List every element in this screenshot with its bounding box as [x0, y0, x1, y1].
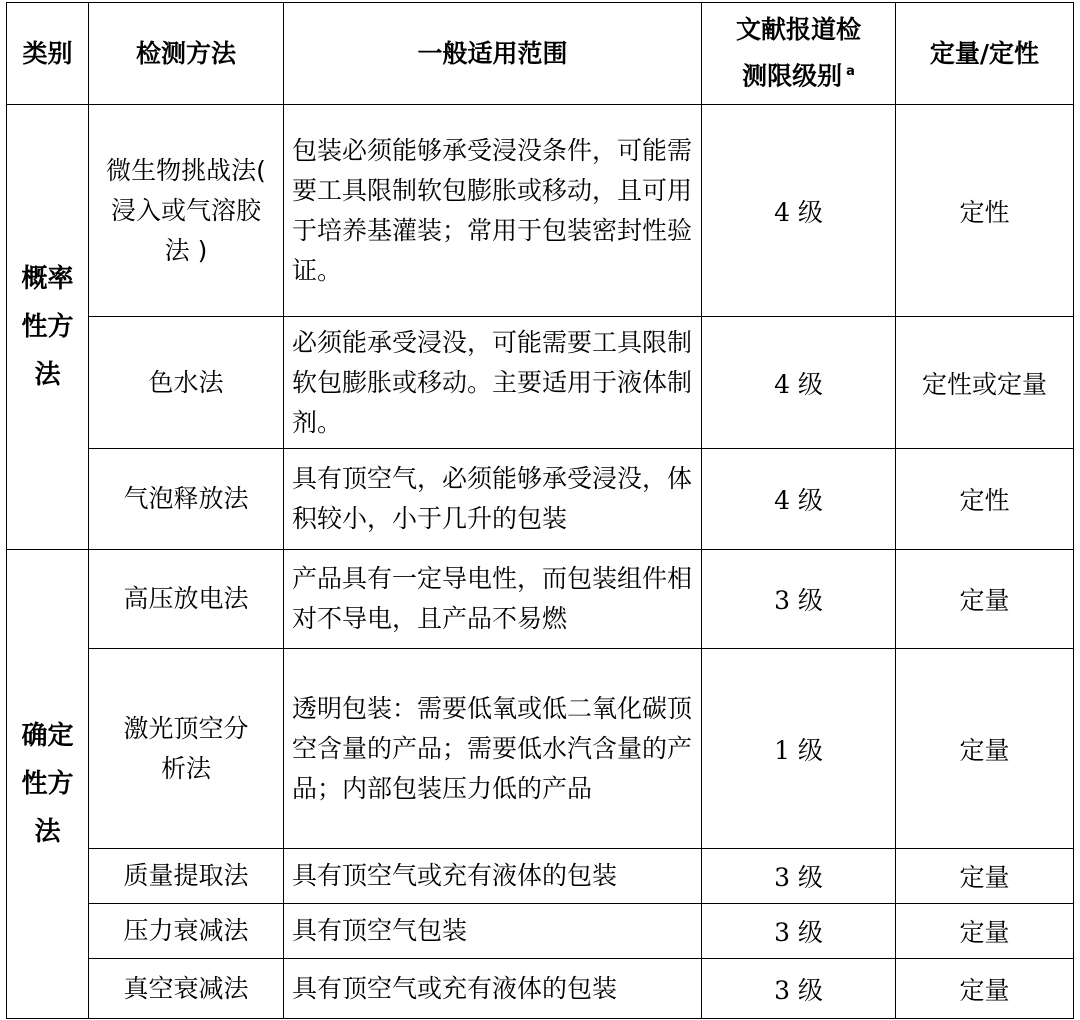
method-cell: 质量提取法 — [89, 849, 284, 904]
header-scope: 一般适用范围 — [284, 3, 702, 105]
table-row — [7, 959, 1074, 1019]
level-cell: 4 级 — [702, 317, 896, 449]
table-row — [7, 550, 1074, 649]
header-type: 定量/定性 — [896, 3, 1074, 105]
table-row — [7, 849, 1074, 904]
method-cell: 真空衰减法 — [89, 959, 284, 1019]
scope-cell: 产品具有一定导电性，而包装组件相对不导电，且产品不易燃 — [284, 550, 702, 649]
category-cell-deterministic — [7, 550, 89, 1019]
table-row — [7, 449, 1074, 550]
scope-cell: 具有顶空气，必须能够承受浸没，体积较小，小于几升的包装 — [284, 449, 702, 550]
scope-cell: 透明包装：需要低氧或低二氧化碳顶空含量的产品；需要低水汽含量的产品；内部包装压力低的产品 — [284, 649, 702, 849]
type-cell: 定性 — [896, 105, 1074, 317]
category-cell-probabilistic — [7, 105, 89, 550]
table-row — [7, 649, 1074, 849]
scope-cell: 具有顶空气或充有液体的包装 — [284, 849, 702, 904]
type-cell: 定量 — [896, 959, 1074, 1019]
level-cell: 4 级 — [702, 449, 896, 550]
type-cell: 定性或定量 — [896, 317, 1074, 449]
header-category: 类别 — [7, 3, 89, 105]
type-cell: 定量 — [896, 649, 1074, 849]
scope-cell: 具有顶空气或充有液体的包装 — [284, 959, 702, 1019]
method-cell: 高压放电法 — [89, 550, 284, 649]
method-cell: 压力衰减法 — [89, 904, 284, 959]
method-cell: 激光顶空分析法 — [89, 649, 284, 849]
type-cell: 定量 — [896, 550, 1074, 649]
header-level — [702, 3, 896, 105]
scope-cell: 必须能承受浸没，可能需要工具限制软包膨胀或移动。主要适用于液体制剂。 — [284, 317, 702, 449]
type-cell: 定量 — [896, 849, 1074, 904]
method-cell: 微生物挑战法( 浸入或气溶胶法 ) — [89, 105, 284, 317]
leak-test-methods-table — [6, 2, 1074, 1019]
level-cell: 1 级 — [702, 649, 896, 849]
category-label: 概率性方法 — [21, 264, 74, 390]
level-cell: 3 级 — [702, 550, 896, 649]
category-label: 确定性方法 — [21, 721, 74, 847]
method-cell: 气泡释放法 — [89, 449, 284, 550]
table-row — [7, 317, 1074, 449]
level-cell: 4 级 — [702, 105, 896, 317]
level-cell: 3 级 — [702, 959, 896, 1019]
table-row — [7, 904, 1074, 959]
table-container — [6, 2, 1073, 1019]
header-method: 检测方法 — [89, 3, 284, 105]
method-cell: 色水法 — [89, 317, 284, 449]
level-cell: 3 级 — [702, 849, 896, 904]
scope-cell: 包装必须能够承受浸没条件，可能需要工具限制软包膨胀或移动，且可用于培养基灌装；常用于包装密封性验证。 — [284, 105, 702, 317]
header-level-superscript: a — [846, 64, 855, 80]
scope-cell: 具有顶空气包装 — [284, 904, 702, 959]
type-cell: 定量 — [896, 904, 1074, 959]
level-cell: 3 级 — [702, 904, 896, 959]
header-level-text: 文献报道检测限级别 — [735, 15, 861, 91]
type-cell: 定性 — [896, 449, 1074, 550]
header-row — [7, 3, 1074, 105]
table-row — [7, 105, 1074, 317]
